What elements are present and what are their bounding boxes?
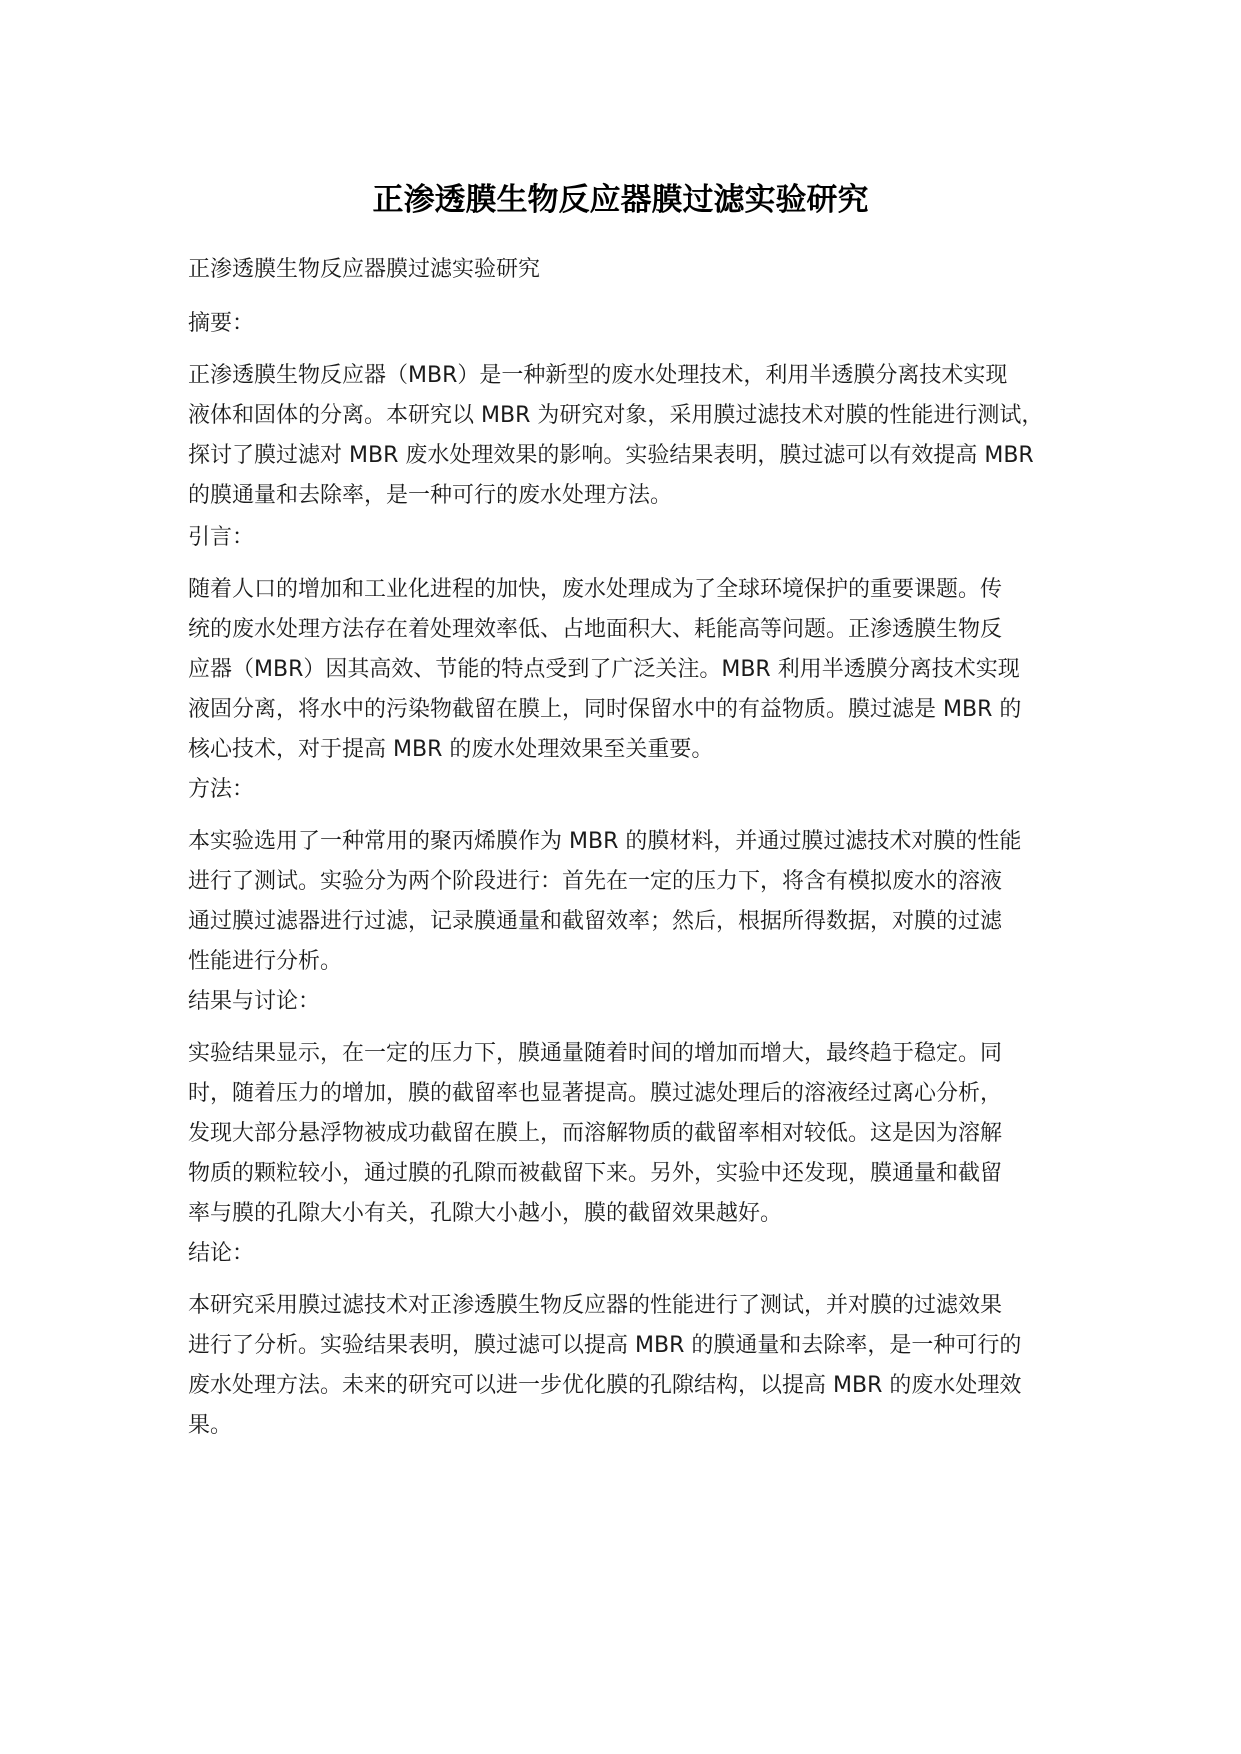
introduction-line: 应器（MBR）因其高效、节能的特点受到了广泛关注。MBR 利用半透膜分离技术实现	[188, 657, 1020, 682]
abstract-heading: 摘要：	[188, 311, 255, 336]
document-subtitle: 正渗透膜生物反应器膜过滤实验研究	[188, 257, 541, 282]
methods-line: 性能进行分析。	[188, 949, 343, 974]
results-line: 实验结果显示，在一定的压力下，膜通量随着时间的增加而增大，最终趋于稳定。同	[188, 1041, 1003, 1066]
introduction-heading: 引言：	[188, 525, 255, 550]
abstract-line: 液体和固体的分离。本研究以 MBR 为研究对象，采用膜过滤技术对膜的性能进行测试，	[188, 403, 1044, 428]
results-heading: 结果与讨论：	[188, 989, 321, 1014]
conclusion-line: 进行了分析。实验结果表明，膜过滤可以提高 MBR 的膜通量和去除率，是一种可行的	[188, 1333, 1022, 1358]
results-line: 发现大部分悬浮物被成功截留在膜上，而溶解物质的截留率相对较低。这是因为溶解	[188, 1121, 1003, 1146]
results-line: 物质的颗粒较小，通过膜的孔隙而被截留下来。另外，实验中还发现，膜通量和截留	[188, 1161, 1003, 1186]
methods-line: 进行了测试。实验分为两个阶段进行：首先在一定的压力下，将含有模拟废水的溶液	[188, 869, 1003, 894]
abstract-line: 的膜通量和去除率，是一种可行的废水处理方法。	[188, 483, 673, 508]
conclusion-line: 果。	[188, 1413, 233, 1438]
methods-line: 通过膜过滤器进行过滤，记录膜通量和截留效率；然后，根据所得数据，对膜的过滤	[188, 909, 1003, 934]
results-paragraph	[188, 1034, 1068, 1234]
methods-line: 本实验选用了一种常用的聚丙烯膜作为 MBR 的膜材料，并通过膜过滤技术对膜的性能	[188, 829, 1022, 854]
introduction-line: 统的废水处理方法存在着处理效率低、占地面积大、耗能高等问题。正渗透膜生物反	[188, 617, 1003, 642]
results-line: 时，随着压力的增加，膜的截留率也显著提高。膜过滤处理后的溶液经过离心分析，	[188, 1081, 1003, 1106]
conclusion-heading: 结论：	[188, 1241, 255, 1266]
document-title: 正渗透膜生物反应器膜过滤实验研究	[372, 182, 869, 218]
results-line: 率与膜的孔隙大小有关，孔隙大小越小，膜的截留效果越好。	[188, 1201, 783, 1226]
conclusion-line: 废水处理方法。未来的研究可以进一步优化膜的孔隙结构，以提高 MBR 的废水处理效	[188, 1373, 1022, 1398]
abstract-line: 探讨了膜过滤对 MBR 废水处理效果的影响。实验结果表明，膜过滤可以有效提高 MBR	[188, 443, 1034, 468]
methods-paragraph	[188, 822, 1068, 982]
abstract-line: 正渗透膜生物反应器（MBR）是一种新型的废水处理技术，利用半透膜分离技术实现	[188, 363, 1008, 388]
introduction-line: 随着人口的增加和工业化进程的加快，废水处理成为了全球环境保护的重要课题。传	[188, 577, 1003, 602]
methods-heading: 方法：	[188, 777, 255, 802]
introduction-paragraph	[188, 570, 1068, 770]
conclusion-paragraph	[188, 1286, 1068, 1446]
conclusion-line: 本研究采用膜过滤技术对正渗透膜生物反应器的性能进行了测试，并对膜的过滤效果	[188, 1293, 1003, 1318]
introduction-line: 液固分离，将水中的污染物截留在膜上，同时保留水中的有益物质。膜过滤是 MBR 的	[188, 697, 1022, 722]
abstract-paragraph	[188, 356, 1068, 516]
introduction-line: 核心技术，对于提高 MBR 的废水处理效果至关重要。	[188, 737, 714, 762]
